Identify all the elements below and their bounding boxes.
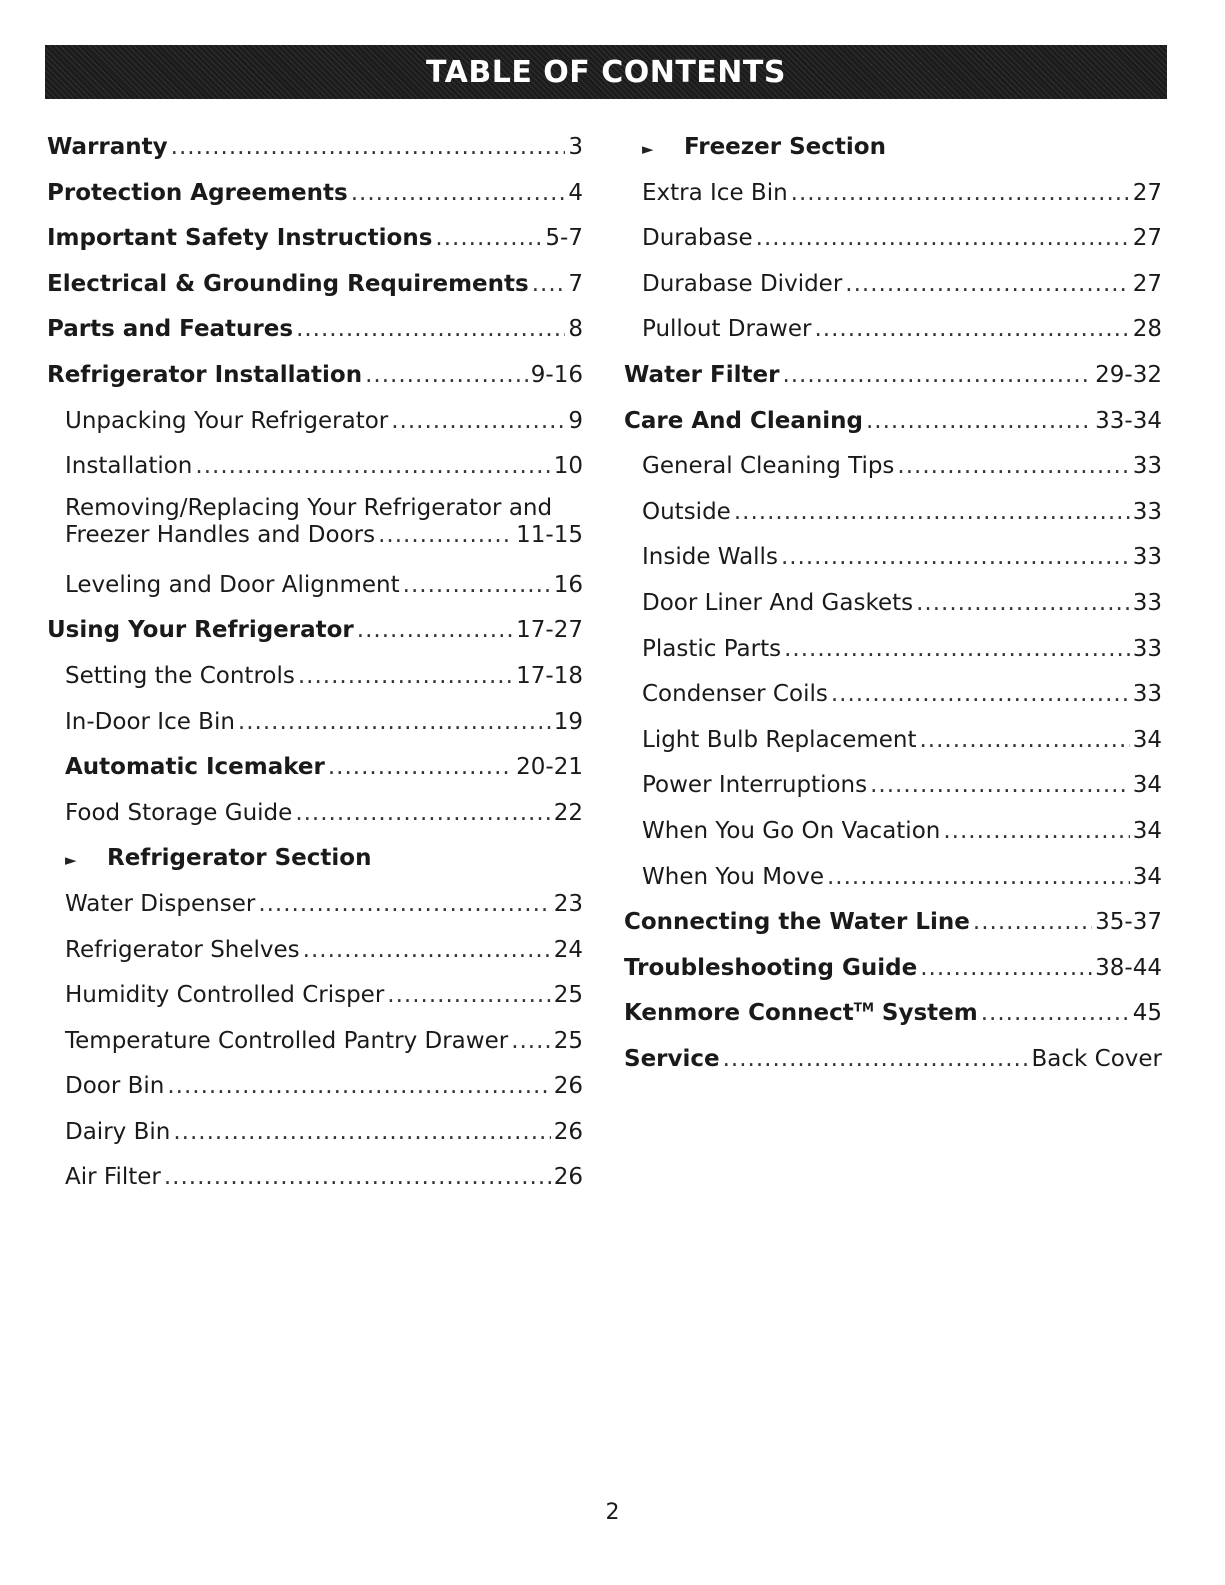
dot-leader xyxy=(756,216,1130,262)
entry-title-text: Kenmore Connect xyxy=(624,1000,854,1027)
dot-leader xyxy=(296,307,565,353)
entry-title xyxy=(642,718,917,764)
entry-page: 20-21 xyxy=(516,754,583,781)
dot-leader xyxy=(870,763,1130,809)
toc-entry[interactable] xyxy=(47,1064,583,1110)
triangle-right-icon: ► xyxy=(65,851,77,870)
entry-title-text: Water Dispenser xyxy=(65,890,256,917)
entry-title-suffix: System xyxy=(873,1000,978,1027)
entry-title xyxy=(65,1064,164,1110)
entry-page: 27 xyxy=(1132,179,1162,206)
entry-title xyxy=(642,855,824,901)
toc-entry[interactable] xyxy=(624,946,1162,992)
entry-title-text: Connecting the Water Line xyxy=(624,909,970,936)
dot-leader xyxy=(782,353,1092,399)
toc-entry[interactable] xyxy=(624,307,1162,353)
entry-page: 33 xyxy=(1132,681,1162,708)
dot-leader xyxy=(164,1155,551,1201)
entry-title-text: When You Move xyxy=(642,863,824,890)
dot-leader xyxy=(303,928,551,974)
toc-entry[interactable] xyxy=(47,928,583,974)
entry-title-text: Service xyxy=(624,1045,720,1072)
dot-leader xyxy=(328,745,513,791)
entry-title xyxy=(47,216,432,262)
entry-title xyxy=(642,809,940,855)
entry-page: 8 xyxy=(568,316,583,343)
page-number: 2 xyxy=(605,1500,620,1525)
entry-page: 34 xyxy=(1132,726,1162,753)
toc-entry[interactable] xyxy=(624,718,1162,764)
dot-leader xyxy=(238,700,551,746)
toc-entry[interactable] xyxy=(47,216,583,262)
toc-entry[interactable] xyxy=(47,171,583,217)
toc-entry[interactable] xyxy=(624,399,1162,445)
dot-leader xyxy=(734,490,1130,536)
dot-leader xyxy=(167,1064,550,1110)
toc-left-column xyxy=(47,125,583,1201)
entry-title-text: When You Go On Vacation xyxy=(642,817,941,844)
entry-page: 27 xyxy=(1132,270,1162,297)
toc-entry[interactable] xyxy=(47,307,583,353)
toc-entry[interactable] xyxy=(47,563,583,609)
dot-leader xyxy=(831,672,1130,718)
entry-page: 38-44 xyxy=(1095,954,1162,981)
entry-title xyxy=(65,745,325,791)
toc-right-column xyxy=(624,125,1162,1082)
entry-title-text: Refrigerator Installation xyxy=(47,361,363,388)
dot-leader xyxy=(258,882,550,928)
entry-page: 29-32 xyxy=(1095,361,1162,388)
entry-title xyxy=(65,882,255,928)
entry-title-line2-row xyxy=(65,522,583,549)
entry-title-text: In-Door Ice Bin xyxy=(65,708,235,735)
dot-leader xyxy=(511,1019,551,1065)
entry-page: 9-16 xyxy=(530,361,583,388)
entry-title-text: Durabase xyxy=(642,225,753,252)
entry-title-text: Humidity Controlled Crisper xyxy=(65,982,385,1009)
entry-page: 24 xyxy=(553,936,583,963)
entry-title xyxy=(65,444,192,490)
entry-page: 9 xyxy=(568,407,583,434)
entry-title xyxy=(642,581,913,627)
entry-page: 28 xyxy=(1132,316,1162,343)
entry-title xyxy=(624,900,970,946)
toc-entry[interactable] xyxy=(624,581,1162,627)
entry-title xyxy=(624,991,978,1037)
entry-page: Back Cover xyxy=(1031,1045,1162,1072)
entry-page: 25 xyxy=(553,1027,583,1054)
entry-title-text: Outside xyxy=(642,498,731,525)
entry-title xyxy=(624,353,779,399)
toc-entry[interactable] xyxy=(624,216,1162,262)
toc-entry[interactable] xyxy=(624,1037,1162,1083)
entry-title xyxy=(642,763,867,809)
entry-page: 17-18 xyxy=(516,662,583,689)
entry-title xyxy=(47,125,168,171)
toc-entry[interactable] xyxy=(47,791,583,837)
entry-page: 7 xyxy=(568,270,583,297)
entry-title-text: Troubleshooting Guide xyxy=(624,954,918,981)
entry-title xyxy=(65,791,292,837)
dot-leader xyxy=(387,973,550,1019)
toc-entry[interactable] xyxy=(47,399,583,445)
entry-title xyxy=(65,973,384,1019)
entry-title xyxy=(65,1155,161,1201)
entry-title-text: Food Storage Guide xyxy=(65,799,293,826)
dot-leader xyxy=(845,262,1129,308)
toc-section-heading xyxy=(47,836,583,882)
entry-title xyxy=(47,262,529,308)
entry-page: 35-37 xyxy=(1095,909,1162,936)
section-label: Refrigerator Section xyxy=(107,845,372,872)
dot-leader xyxy=(791,171,1130,217)
dot-leader xyxy=(814,307,1129,353)
entry-title-text: Temperature Controlled Pantry Drawer xyxy=(65,1027,509,1054)
toc-entry[interactable] xyxy=(624,809,1162,855)
toc-entry[interactable] xyxy=(47,490,583,563)
entry-page: 33 xyxy=(1132,453,1162,480)
entry-title xyxy=(47,307,293,353)
toc-entry[interactable] xyxy=(47,745,583,791)
entry-page: 4 xyxy=(568,179,583,206)
entry-page: 27 xyxy=(1132,225,1162,252)
entry-page: 33 xyxy=(1132,635,1162,662)
entry-title-text: Installation xyxy=(65,453,193,480)
toc-entry[interactable] xyxy=(624,991,1162,1037)
entry-title xyxy=(47,608,354,654)
entry-title xyxy=(642,672,828,718)
entry-title-text: Water Filter xyxy=(624,361,780,388)
dot-leader xyxy=(916,581,1130,627)
toc-entry[interactable] xyxy=(624,353,1162,399)
dot-leader xyxy=(981,991,1130,1037)
entry-title xyxy=(65,928,300,974)
entry-title-text: Warranty xyxy=(47,134,168,160)
toc-entry[interactable] xyxy=(47,353,583,399)
entry-page: 34 xyxy=(1132,863,1162,890)
entry-title xyxy=(65,700,235,746)
entry-title xyxy=(47,353,362,399)
entry-page: 33 xyxy=(1132,498,1162,525)
toc-entry[interactable] xyxy=(624,171,1162,217)
entry-title xyxy=(642,490,731,536)
entry-page: 25 xyxy=(553,982,583,1009)
entry-title-text: Unpacking Your Refrigerator xyxy=(65,407,389,434)
dot-leader xyxy=(365,353,528,399)
entry-title xyxy=(65,1110,170,1156)
entry-title-text: Air Filter xyxy=(65,1164,161,1191)
entry-title-text: Pullout Drawer xyxy=(642,316,812,343)
entry-title xyxy=(65,563,400,609)
entry-title xyxy=(642,171,788,217)
entry-title-text: Leveling and Door Alignment xyxy=(65,571,400,598)
entry-title xyxy=(642,627,781,673)
toc-entry[interactable] xyxy=(47,1019,583,1065)
entry-title-line1: Removing/Replacing Your Refrigerator and xyxy=(65,494,553,521)
entry-title xyxy=(642,307,811,353)
dot-leader xyxy=(173,1110,550,1156)
entry-page: 26 xyxy=(553,1073,583,1100)
triangle-right-icon: ► xyxy=(642,140,654,158)
entry-title xyxy=(65,654,295,700)
dot-leader xyxy=(403,563,551,609)
dot-leader xyxy=(827,855,1130,901)
dot-leader xyxy=(532,262,566,308)
entry-title xyxy=(624,946,917,992)
dot-leader xyxy=(943,809,1129,855)
dot-leader xyxy=(784,627,1130,673)
entry-page: 3 xyxy=(568,134,583,160)
entry-title xyxy=(642,444,894,490)
entry-title-text: Light Bulb Replacement xyxy=(642,726,917,753)
entry-title-text: Refrigerator Shelves xyxy=(65,936,300,963)
entry-page: 33 xyxy=(1132,544,1162,571)
entry-page: 5-7 xyxy=(545,225,583,252)
entry-title-line2: Freezer Handles and Doors xyxy=(65,521,376,548)
entry-title xyxy=(624,399,863,445)
entry-title-text: Door Bin xyxy=(65,1073,165,1100)
entry-page: 23 xyxy=(553,890,583,917)
entry-title-text: Dairy Bin xyxy=(65,1118,171,1145)
entry-page: 26 xyxy=(553,1164,583,1191)
toc-entry[interactable] xyxy=(47,262,583,308)
toc-entry[interactable] xyxy=(624,855,1162,901)
entry-title-text: Using Your Refrigerator xyxy=(47,617,354,644)
toc-entry[interactable] xyxy=(47,1110,583,1156)
toc-entry[interactable] xyxy=(624,444,1162,490)
dot-leader xyxy=(391,399,565,445)
entry-page: 34 xyxy=(1132,817,1162,844)
dot-leader xyxy=(295,791,550,837)
trademark-mark: TM xyxy=(853,1000,874,1015)
toc-section-heading xyxy=(624,125,1162,171)
toc-title-banner: TABLE OF CONTENTS xyxy=(45,45,1167,99)
entry-title-text: Durabase Divider xyxy=(642,270,843,297)
entry-title-text: Protection Agreements xyxy=(47,179,348,206)
entry-title-text: Setting the Controls xyxy=(65,662,295,689)
entry-page: 10 xyxy=(553,453,583,480)
dot-leader xyxy=(973,900,1092,946)
entry-title-text: Door Liner And Gaskets xyxy=(642,589,914,616)
dot-leader xyxy=(920,718,1130,764)
dot-leader xyxy=(351,171,566,217)
entry-title-text: Plastic Parts xyxy=(642,635,782,662)
entry-title-text: Important Safety Instructions xyxy=(47,225,433,252)
dot-leader xyxy=(866,399,1092,445)
dot-leader xyxy=(723,1037,1029,1083)
toc-entry[interactable] xyxy=(47,125,583,171)
entry-title xyxy=(642,262,842,308)
entry-page: 17-27 xyxy=(516,617,583,644)
toc-entry[interactable] xyxy=(624,672,1162,718)
entry-title xyxy=(642,535,778,581)
dot-leader xyxy=(298,654,513,700)
dot-leader xyxy=(357,608,513,654)
section-label: Freezer Section xyxy=(684,134,886,160)
entry-title xyxy=(642,216,753,262)
dot-leader xyxy=(195,444,550,490)
entry-title xyxy=(624,1037,720,1083)
entry-title-text: Care And Cleaning xyxy=(624,407,863,434)
entry-title-text: Extra Ice Bin xyxy=(642,179,788,206)
entry-page: 22 xyxy=(553,799,583,826)
entry-title-text: Automatic Icemaker xyxy=(65,754,325,781)
dot-leader xyxy=(378,522,513,549)
toc-entry[interactable] xyxy=(624,535,1162,581)
entry-page: 16 xyxy=(553,571,583,598)
entry-page: 33 xyxy=(1132,589,1162,616)
dot-leader xyxy=(781,535,1130,581)
toc-entry[interactable] xyxy=(624,262,1162,308)
entry-page: 19 xyxy=(553,708,583,735)
entry-page: 33-34 xyxy=(1095,407,1162,434)
toc-entry[interactable] xyxy=(47,700,583,746)
toc-entry[interactable] xyxy=(624,627,1162,673)
toc-entry[interactable] xyxy=(47,608,583,654)
toc-entry[interactable] xyxy=(47,973,583,1019)
toc-entry[interactable] xyxy=(624,900,1162,946)
toc-entry[interactable] xyxy=(624,763,1162,809)
dot-leader xyxy=(897,444,1129,490)
entry-title-text: Power Interruptions xyxy=(642,772,868,799)
dot-leader xyxy=(920,946,1092,992)
entry-title xyxy=(65,399,388,445)
entry-page: 11-15 xyxy=(516,521,583,548)
entry-title-text: Inside Walls xyxy=(642,544,778,571)
dot-leader xyxy=(171,125,566,171)
entry-title xyxy=(47,171,348,217)
dot-leader xyxy=(435,216,542,262)
toc-entry[interactable] xyxy=(47,1155,583,1201)
entry-page: 26 xyxy=(553,1118,583,1145)
entry-title-text: Electrical & Grounding Requirements xyxy=(47,270,529,297)
entry-title-text: Parts and Features xyxy=(47,316,294,343)
entry-title xyxy=(65,1019,508,1065)
toc-entry[interactable] xyxy=(624,490,1162,536)
toc-entry[interactable] xyxy=(47,444,583,490)
entry-title-text: Condenser Coils xyxy=(642,681,828,708)
entry-page: 45 xyxy=(1132,1000,1162,1027)
entry-title-text: General Cleaning Tips xyxy=(642,453,895,480)
toc-entry[interactable] xyxy=(47,882,583,928)
entry-page: 34 xyxy=(1132,772,1162,799)
toc-entry[interactable] xyxy=(47,654,583,700)
